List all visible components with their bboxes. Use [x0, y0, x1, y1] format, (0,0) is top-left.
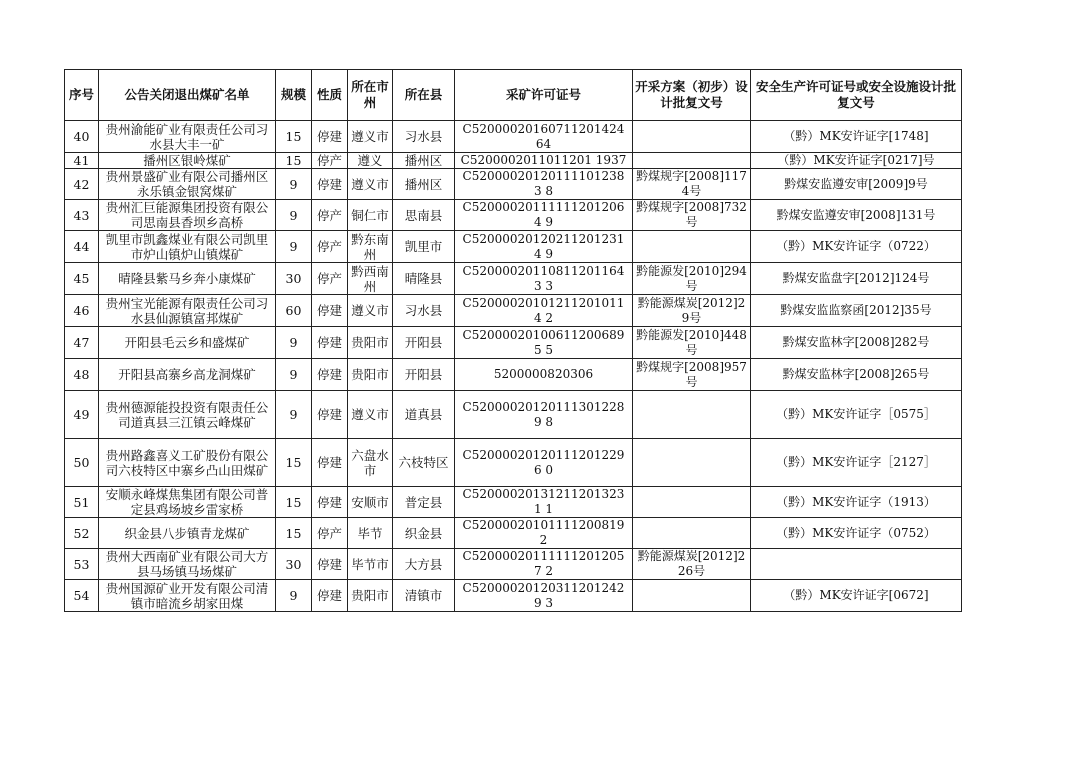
cell-city: 贵阳市 — [348, 359, 393, 391]
cell-county: 织金县 — [393, 518, 455, 549]
cell-nature: 停建 — [312, 439, 348, 487]
cell-no: 45 — [65, 263, 99, 295]
cell-safety: （黔）MK安许证字（0752） — [751, 518, 962, 549]
cell-county: 习水县 — [393, 121, 455, 153]
cell-county: 播州区 — [393, 169, 455, 200]
table-row — [65, 153, 962, 169]
cell-license: C52000020120111201229 6 0 — [455, 439, 633, 487]
table-row — [65, 487, 962, 518]
cell-nature: 停建 — [312, 121, 348, 153]
cell-scale: 15 — [276, 487, 312, 518]
cell-scale: 15 — [276, 518, 312, 549]
cell-county: 开阳县 — [393, 359, 455, 391]
header-city: 所在市州 — [348, 70, 393, 121]
cell-license: C52000020111111201206 4 9 — [455, 200, 633, 231]
cell-scale: 9 — [276, 231, 312, 263]
cell-city: 遵义市 — [348, 121, 393, 153]
cell-no: 44 — [65, 231, 99, 263]
cell-plan: 黔煤规字[2008]732号 — [633, 200, 751, 231]
cell-mine-name: 贵州渝能矿业有限责任公司习水县大丰一矿 — [99, 121, 276, 153]
cell-mine-name: 贵州国源矿业开发有限公司清镇市暗流乡胡家田煤 — [99, 580, 276, 612]
cell-plan — [633, 231, 751, 263]
cell-safety: （黔）MK安许证字[1748] — [751, 121, 962, 153]
table-row — [65, 439, 962, 487]
cell-nature: 停建 — [312, 359, 348, 391]
cell-nature: 停建 — [312, 391, 348, 439]
cell-safety — [751, 549, 962, 580]
table-row — [65, 359, 962, 391]
cell-nature: 停产 — [312, 153, 348, 169]
header-mine-name: 公告关闭退出煤矿名单 — [99, 70, 276, 121]
cell-mine-name: 贵州景盛矿业有限公司播州区永乐镇金银窝煤矿 — [99, 169, 276, 200]
cell-nature: 停产 — [312, 231, 348, 263]
cell-license: C52000020131211201323 1 1 — [455, 487, 633, 518]
cell-nature: 停产 — [312, 518, 348, 549]
table-row — [65, 580, 962, 612]
cell-safety: （黔）MK安许证字（0722） — [751, 231, 962, 263]
coal-mine-closure-table — [64, 69, 962, 612]
cell-safety: （黔）MK安许证字[0217]号 — [751, 153, 962, 169]
cell-safety: （黔）MK安许证字（1913） — [751, 487, 962, 518]
cell-license: C52000020101211201011 4 2 — [455, 295, 633, 327]
cell-city: 安顺市 — [348, 487, 393, 518]
table-row — [65, 518, 962, 549]
table-row — [65, 169, 962, 200]
cell-license: C52000020120111101238 3 8 — [455, 169, 633, 200]
cell-scale: 9 — [276, 327, 312, 359]
cell-safety: （黔）MK安许证字［2127］ — [751, 439, 962, 487]
cell-no: 40 — [65, 121, 99, 153]
cell-license: C5200002011011201 1937 — [455, 153, 633, 169]
cell-mine-name: 开阳县高寨乡高龙洞煤矿 — [99, 359, 276, 391]
cell-mine-name: 开阳县毛云乡和盛煤矿 — [99, 327, 276, 359]
cell-mine-name: 贵州宝光能源有限责任公司习水县仙源镇富邦煤矿 — [99, 295, 276, 327]
cell-mine-name: 安顺永峰煤焦集团有限公司普定县鸡场坡乡雷家桥 — [99, 487, 276, 518]
cell-nature: 停建 — [312, 549, 348, 580]
cell-plan: 黔煤规字[2008]957号 — [633, 359, 751, 391]
cell-plan — [633, 121, 751, 153]
cell-city: 毕节市 — [348, 549, 393, 580]
cell-plan: 黔能源发[2010]294号 — [633, 263, 751, 295]
cell-county: 大方县 — [393, 549, 455, 580]
cell-safety: （黔）MK安许证字［0575］ — [751, 391, 962, 439]
table-row — [65, 121, 962, 153]
cell-license: C52000020120311201242 9 3 — [455, 580, 633, 612]
table-row — [65, 327, 962, 359]
cell-nature: 停产 — [312, 200, 348, 231]
table-row — [65, 263, 962, 295]
header-scale: 规模 — [276, 70, 312, 121]
cell-safety: 黔煤安监林字[2008]282号 — [751, 327, 962, 359]
cell-nature: 停建 — [312, 487, 348, 518]
cell-scale: 9 — [276, 580, 312, 612]
cell-no: 42 — [65, 169, 99, 200]
cell-plan — [633, 391, 751, 439]
cell-license: C52000020120211201231 4 9 — [455, 231, 633, 263]
cell-plan — [633, 580, 751, 612]
cell-nature: 停建 — [312, 327, 348, 359]
header-county: 所在县 — [393, 70, 455, 121]
cell-city: 黔西南州 — [348, 263, 393, 295]
cell-scale: 60 — [276, 295, 312, 327]
cell-city: 毕节 — [348, 518, 393, 549]
cell-city: 遵义 — [348, 153, 393, 169]
cell-scale: 15 — [276, 153, 312, 169]
cell-no: 48 — [65, 359, 99, 391]
table-row — [65, 231, 962, 263]
cell-mine-name: 贵州路鑫喜义工矿股份有限公司六枝特区中寨乡凸山田煤矿 — [99, 439, 276, 487]
cell-county: 道真县 — [393, 391, 455, 439]
cell-no: 41 — [65, 153, 99, 169]
cell-city: 遵义市 — [348, 169, 393, 200]
cell-county: 播州区 — [393, 153, 455, 169]
cell-county: 清镇市 — [393, 580, 455, 612]
cell-no: 47 — [65, 327, 99, 359]
cell-plan — [633, 439, 751, 487]
cell-no: 46 — [65, 295, 99, 327]
table-row — [65, 295, 962, 327]
cell-safety: （黔）MK安许证字[0672] — [751, 580, 962, 612]
cell-license: C52000020111111201205 7 2 — [455, 549, 633, 580]
table-row — [65, 391, 962, 439]
cell-county: 凯里市 — [393, 231, 455, 263]
cell-county: 晴隆县 — [393, 263, 455, 295]
header-nature: 性质 — [312, 70, 348, 121]
cell-plan: 黔能源煤炭[2012]29号 — [633, 295, 751, 327]
cell-plan: 黔能源煤炭[2012]226号 — [633, 549, 751, 580]
cell-mine-name: 播州区银岭煤矿 — [99, 153, 276, 169]
cell-license: C52000020120111301228 9 8 — [455, 391, 633, 439]
cell-safety: 黔煤安监监察函[2012]35号 — [751, 295, 962, 327]
cell-scale: 30 — [276, 549, 312, 580]
cell-safety: 黔煤安监遵安审[2008]131号 — [751, 200, 962, 231]
cell-no: 54 — [65, 580, 99, 612]
cell-plan — [633, 153, 751, 169]
cell-nature: 停建 — [312, 580, 348, 612]
header-safety: 安全生产许可证号或安全设施设计批复文号 — [751, 70, 962, 121]
cell-city: 六盘水市 — [348, 439, 393, 487]
table-row — [65, 200, 962, 231]
cell-safety: 黔煤安监盘字[2012]124号 — [751, 263, 962, 295]
cell-mine-name: 贵州汇巨能源集团投资有限公司思南县香坝乡高桥 — [99, 200, 276, 231]
cell-county: 六枝特区 — [393, 439, 455, 487]
cell-license: 5200000820306 — [455, 359, 633, 391]
cell-city: 铜仁市 — [348, 200, 393, 231]
header-license: 采矿许可证号 — [455, 70, 633, 121]
cell-no: 50 — [65, 439, 99, 487]
cell-nature: 停产 — [312, 263, 348, 295]
cell-plan — [633, 518, 751, 549]
cell-scale: 15 — [276, 439, 312, 487]
cell-mine-name: 贵州大西南矿业有限公司大方县马场镇马场煤矿 — [99, 549, 276, 580]
cell-plan: 黔能源发[2010]448号 — [633, 327, 751, 359]
cell-license: C52000020160711201424 64 — [455, 121, 633, 153]
cell-license: C52000020101111200819 2 — [455, 518, 633, 549]
cell-plan — [633, 487, 751, 518]
cell-scale: 9 — [276, 391, 312, 439]
header-no: 序号 — [65, 70, 99, 121]
cell-no: 49 — [65, 391, 99, 439]
cell-city: 遵义市 — [348, 391, 393, 439]
cell-county: 习水县 — [393, 295, 455, 327]
cell-county: 开阳县 — [393, 327, 455, 359]
cell-plan: 黔煤规字[2008]1174号 — [633, 169, 751, 200]
cell-mine-name: 贵州德源能投投资有限责任公司道真县三江镇云峰煤矿 — [99, 391, 276, 439]
cell-county: 普定县 — [393, 487, 455, 518]
cell-scale: 15 — [276, 121, 312, 153]
cell-scale: 30 — [276, 263, 312, 295]
table-row — [65, 549, 962, 580]
cell-scale: 9 — [276, 169, 312, 200]
cell-no: 51 — [65, 487, 99, 518]
cell-license: C52000020100611200689 5 5 — [455, 327, 633, 359]
cell-no: 52 — [65, 518, 99, 549]
cell-mine-name: 凯里市凯鑫煤业有限公司凯里市炉山镇炉山镇煤矿 — [99, 231, 276, 263]
cell-county: 思南县 — [393, 200, 455, 231]
cell-scale: 9 — [276, 200, 312, 231]
cell-city: 遵义市 — [348, 295, 393, 327]
cell-mine-name: 织金县八步镇青龙煤矿 — [99, 518, 276, 549]
cell-safety: 黔煤安监林字[2008]265号 — [751, 359, 962, 391]
cell-nature: 停建 — [312, 295, 348, 327]
table-header-row — [65, 70, 962, 121]
cell-safety: 黔煤安监遵安审[2009]9号 — [751, 169, 962, 200]
cell-city: 贵阳市 — [348, 327, 393, 359]
cell-mine-name: 晴隆县紫马乡奔小康煤矿 — [99, 263, 276, 295]
cell-city: 贵阳市 — [348, 580, 393, 612]
cell-license: C52000020110811201164 3 3 — [455, 263, 633, 295]
cell-no: 53 — [65, 549, 99, 580]
cell-city: 黔东南州 — [348, 231, 393, 263]
cell-nature: 停建 — [312, 169, 348, 200]
header-plan: 开采方案（初步）设计批复文号 — [633, 70, 751, 121]
cell-scale: 9 — [276, 359, 312, 391]
cell-no: 43 — [65, 200, 99, 231]
